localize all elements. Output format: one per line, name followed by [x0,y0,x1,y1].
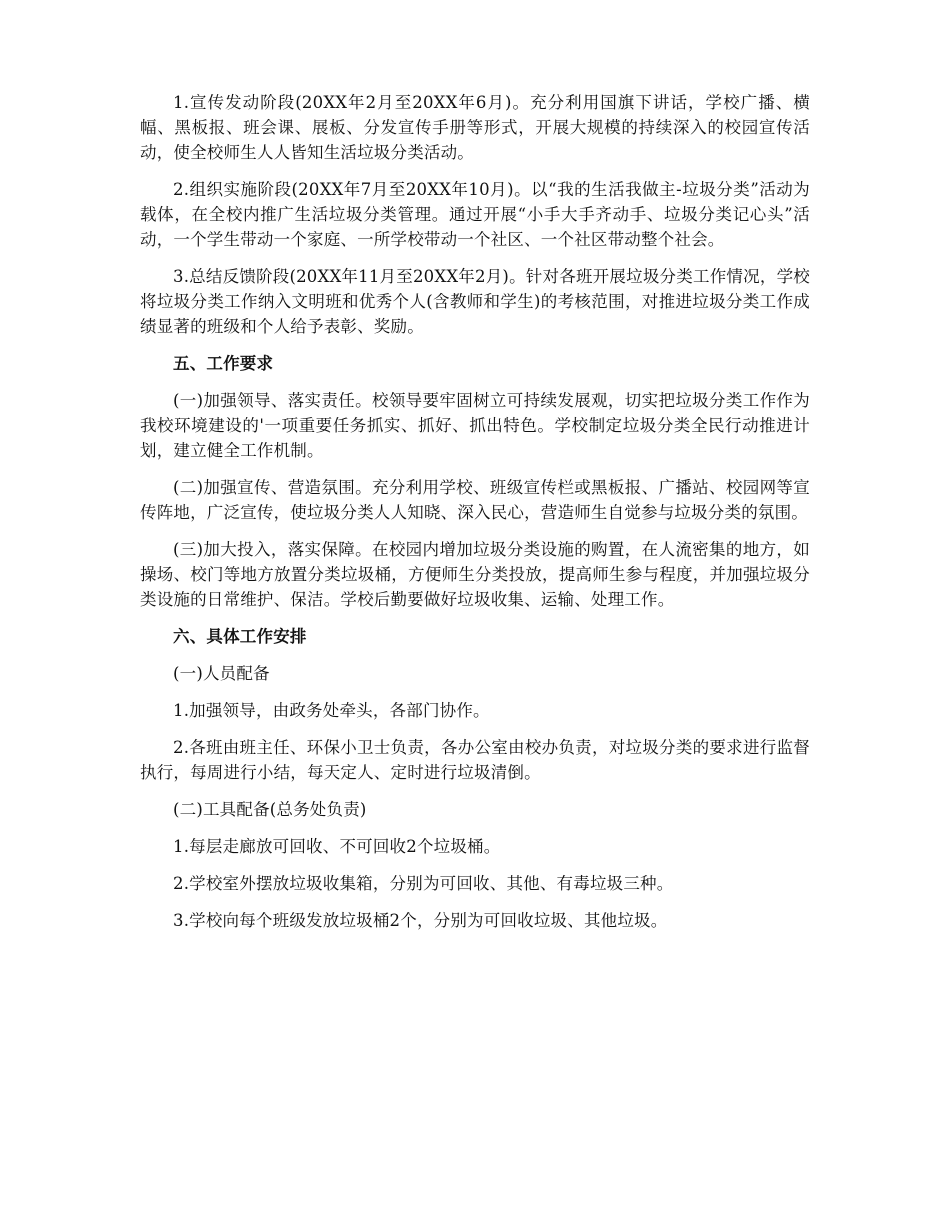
paragraph-stage-1: 1.宣传发动阶段(20XX年2月至20XX年6月)。充分利用国旗下讲话，学校广播、横幅、黑板报、班会课、展板、分发宣传手册等形式，开展大规模的持续深入的校园宣传活动，使全校师生人人皆知生活垃圾分类活动。 [140,93,810,162]
subheading-staffing: (一)人员配备 [173,664,270,683]
subheading-equipment: (二)工具配备(总务处负责) [173,800,367,819]
paragraph-requirement-2: (二)加强宣传、营造氛围。充分利用学校、班级宣传栏或黑板报、广播站、校园网等宣传阵地，广泛宣传，使垃圾分类人人知晓、深入民心，营造师生自觉参与垃圾分类的氛围。 [140,478,810,522]
paragraph-stage-3: 3.总结反馈阶段(20XX年11月至20XX年2月)。针对各班开展垃圾分类工作情况，学校将垃圾分类工作纳入文明班和优秀个人(含教师和学生)的考核范围，对推进垃圾分类工作成绩显著的班级和个人给予表彰、奖励。 [140,267,810,336]
paragraph-equipment-3: 3.学校向每个班级发放垃圾桶2个，分别为可回收垃圾、其他垃圾。 [173,911,668,930]
document-body [140,90,810,945]
paragraph-stage-2: 2.组织实施阶段(20XX年7月至20XX年10月)。以“我的生活我做主-垃圾分类”活动为载体，在全校内推广生活垃圾分类管理。通过开展“小手大手齐动手、垃圾分类记心头”活动，一个学生带动一个家庭、一所学校带动一个社区、一个社区带动整个社会。 [140,180,810,249]
paragraph-equipment-1: 1.每层走廊放可回收、不可回收2个垃圾桶。 [173,837,501,856]
paragraph-requirement-1: (一)加强领导、落实责任。校领导要牢固树立可持续发展观，切实把垃圾分类工作作为我校环境建设的'一项重要任务抓实、抓好、抓出特色。学校制定垃圾分类全民行动推进计划，建立健全工作机制。 [140,391,810,460]
paragraph-requirement-3: (三)加大投入，落实保障。在校园内增加垃圾分类设施的购置，在人流密集的地方，如操场、校门等地方放置分类垃圾桶，方便师生分类投放，提高师生参与程度，并加强垃圾分类设施的日常维护、保洁。学校后勤要做好垃圾收集、运输、处理工作。 [140,540,810,609]
section-heading-work-requirements: 五、工作要求 [173,354,274,373]
paragraph-equipment-2: 2.学校室外摆放垃圾收集箱，分别为可回收、其他、有毒垃圾三种。 [173,874,674,893]
paragraph-staffing-1: 1.加强领导，由政务处牵头，各部门协作。 [173,701,490,720]
paragraph-staffing-2: 2.各班由班主任、环保小卫士负责，各办公室由校办负责，对垃圾分类的要求进行监督执行，每周进行小结，每天定人、定时进行垃圾清倒。 [140,738,810,782]
section-heading-work-arrangement: 六、具体工作安排 [173,627,307,646]
